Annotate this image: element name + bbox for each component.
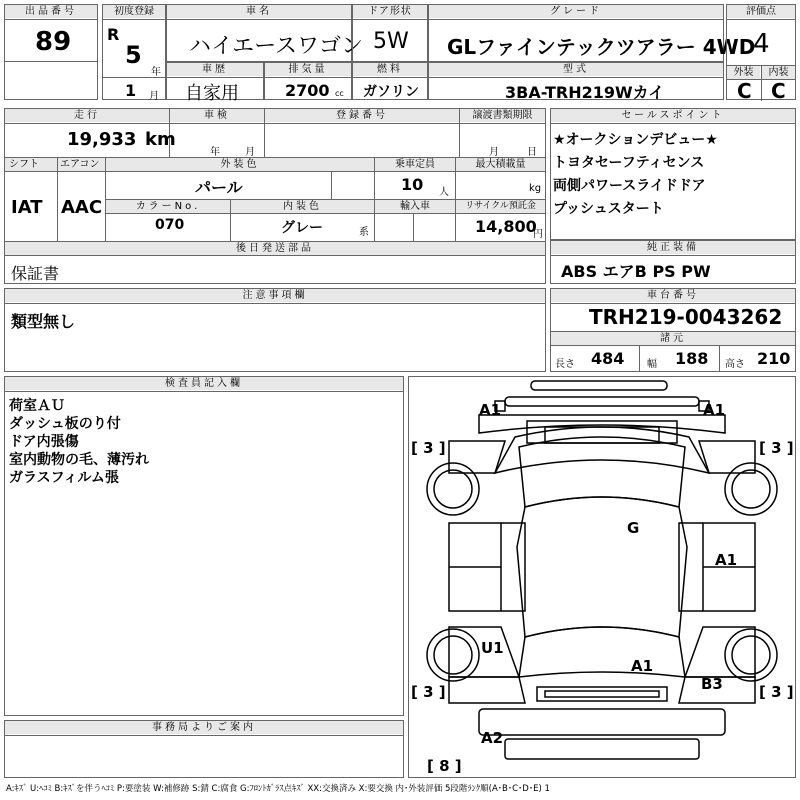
load-unit: kg: [529, 183, 542, 194]
recycle-unit: 円: [533, 229, 543, 240]
selling-points-label: セールスポイント: [551, 109, 795, 122]
mark-g-roof: G: [627, 519, 640, 537]
selling-point-1: ★オークションデビュー★: [553, 132, 718, 148]
name-box: [166, 4, 364, 62]
car-name: ハイエースワゴン: [189, 34, 364, 59]
inspector-line-1: 荷室ＡＵ: [9, 398, 65, 414]
interior-label: 内装: [762, 66, 795, 79]
length-value: 484: [591, 349, 625, 368]
color-value: パール: [195, 178, 243, 197]
spare-tire: [ 8 ]: [427, 757, 462, 775]
tire-front-right-value: 3: [771, 439, 782, 457]
color-label: 外装色: [106, 158, 374, 171]
later-parts-value: 保証書: [11, 264, 60, 283]
model-box: [428, 62, 724, 100]
spare-tire-value: 8: [439, 757, 450, 775]
details-box: [4, 108, 546, 284]
door-value: 5W: [373, 29, 409, 54]
notes-label: 注意事項欄: [5, 289, 545, 302]
recycle-value: 14,800: [475, 217, 537, 236]
width-value: 188: [675, 349, 709, 368]
inspector-box: [4, 376, 404, 716]
grade-box: [428, 4, 756, 62]
chassis-box: [550, 288, 796, 372]
history-value: 自家用: [185, 83, 239, 104]
era: R: [107, 25, 120, 44]
dimensions-label: 諸元: [551, 332, 795, 345]
color-no-value: 070: [155, 217, 185, 233]
recycle-label: リサイクル預託金: [456, 200, 545, 213]
displacement-value: 2700: [285, 81, 330, 100]
damage-diagram: [408, 376, 796, 778]
capacity-unit: 人: [439, 187, 449, 198]
aircon-label: エアコン: [58, 158, 106, 171]
mark-a1-right-door: A1: [715, 551, 738, 569]
notes-value: 類型無し: [11, 312, 76, 331]
aircon-value: AAC: [61, 197, 103, 218]
mark-a1-rear: A1: [631, 657, 654, 675]
inspection-month-unit: 月: [245, 147, 255, 158]
notes-box: [4, 288, 546, 372]
transfer-month-unit: 月: [489, 147, 499, 158]
fuel-value: ガソリン: [363, 84, 419, 100]
registration-month: 1: [125, 81, 137, 100]
exterior-grade: C: [737, 79, 752, 103]
mileage-value: 19,933: [67, 129, 137, 150]
fuel-box: [352, 62, 428, 100]
exterior-label: 外装: [727, 66, 760, 79]
height-value: 210: [757, 349, 791, 368]
shift-value: IAT: [11, 197, 43, 218]
car-outline: [409, 377, 795, 777]
equipment-label: 純正装備: [551, 241, 795, 254]
chassis-label: 車台番号: [551, 289, 795, 302]
mark-u1-left: U1: [481, 639, 504, 657]
width-label: 幅: [647, 359, 657, 370]
mark-a2-rear: A2: [481, 729, 504, 747]
score-box: [726, 4, 796, 103]
history-label: 車歴: [167, 63, 263, 76]
legend: A:ｷｽﾞ U:ﾍｺﾐ B:ｷｽﾞを伴うﾍｺﾐ P:要塗装 W:補修跡 S:錆 C:腐食 G:ﾌﾛﾝﾄｶﾞﾗｽ点ｷｽﾞ XX:交換済み X:要交換 内･外装評価 5段階ﾗﾝｸ順(A･B･C･D･E) 1: [6, 784, 550, 794]
inspection-year-unit: 年: [210, 147, 220, 158]
inspector-line-5: ガラスフィルム張: [9, 470, 119, 486]
score-label: 評価点: [727, 5, 795, 18]
fuel-label: 燃料: [353, 63, 427, 76]
color-no-label: カラーNo.: [106, 200, 230, 213]
registration-year: 5: [125, 41, 142, 69]
mark-a1-front-right: A1: [703, 401, 726, 419]
shift-label: シフト: [5, 158, 57, 171]
capacity-value: 10: [401, 175, 424, 194]
selling-point-4: プッシュスタート: [553, 201, 664, 217]
selling-points-box: [550, 108, 796, 240]
displacement-box: [264, 62, 352, 100]
transfer-label: 譲渡書類期限: [460, 109, 545, 122]
inspector-line-4: 室内動物の毛、薄汚れ: [9, 452, 149, 468]
equipment-box: [550, 240, 796, 284]
displacement-label: 排気量: [265, 63, 351, 76]
door-box: [352, 4, 428, 62]
tire-front-right: [ 3 ]: [759, 439, 794, 457]
first-registration-label: 初度登録: [103, 5, 165, 18]
first-registration-box: [102, 4, 166, 100]
tire-rear-right-value: 3: [771, 683, 782, 701]
mark-b3-rear-right: B3: [701, 675, 723, 693]
name-label: 車名: [167, 5, 351, 18]
grade-value: GLファインテックツアラー 4WD: [447, 35, 756, 59]
mark-a1-front-left: A1: [479, 401, 502, 419]
selling-point-3: 両側パワースライドドア: [553, 178, 706, 194]
tire-rear-right: [ 3 ]: [759, 683, 794, 701]
import-label: 輸入車: [375, 200, 455, 213]
inspector-line-2: ダッシュ板のり付: [9, 416, 121, 432]
interior-color-label: 内装色: [231, 200, 374, 213]
plate-label: 登録番号: [265, 109, 459, 122]
score-value: 4: [753, 29, 770, 59]
load-label: 最大積載量: [456, 158, 545, 171]
history-box: [166, 62, 264, 104]
grade-label: グレード: [429, 5, 723, 18]
length-label: 長さ: [555, 359, 575, 370]
office-box: [4, 720, 404, 778]
month-unit: 月: [149, 91, 159, 102]
model-label: 型式: [429, 63, 723, 76]
model-value: 3BA-TRH219Wカイ: [505, 83, 665, 102]
interior-color-value: グレー: [281, 220, 323, 236]
year-unit: 年: [151, 67, 161, 78]
selling-point-2: トヨタセーフティセンス: [553, 155, 705, 171]
door-label: ドア形状: [353, 5, 427, 18]
inspector-line-3: ドア内張傷: [9, 434, 79, 450]
inspection-label: 車検: [170, 109, 264, 122]
tire-rear-left: [ 3 ]: [411, 683, 446, 701]
mileage-unit: km: [145, 129, 176, 150]
lot-number: 89: [35, 27, 72, 57]
mileage-label: 走行: [5, 109, 169, 122]
tire-front-left: [ 3 ]: [411, 439, 446, 457]
capacity-label: 乗車定員: [375, 158, 455, 171]
displacement-unit: cc: [335, 89, 344, 98]
equipment-value: ABS エアB PS PW: [561, 262, 711, 281]
lot-box: [4, 4, 98, 100]
later-parts-label: 後日発送部品: [5, 242, 545, 255]
transfer-day-unit: 日: [527, 147, 537, 158]
height-label: 高さ: [725, 359, 745, 370]
lot-label: 出品番号: [5, 5, 97, 18]
interior-grade: C: [771, 79, 786, 103]
chassis-number: TRH219-0043262: [589, 305, 783, 329]
office-label: 事務局よりご案内: [5, 721, 403, 734]
inspector-label: 検査員記入欄: [5, 377, 403, 390]
tire-front-left-value: 3: [423, 439, 434, 457]
tire-rear-left-value: 3: [423, 683, 434, 701]
interior-color-unit: 系: [359, 227, 369, 238]
